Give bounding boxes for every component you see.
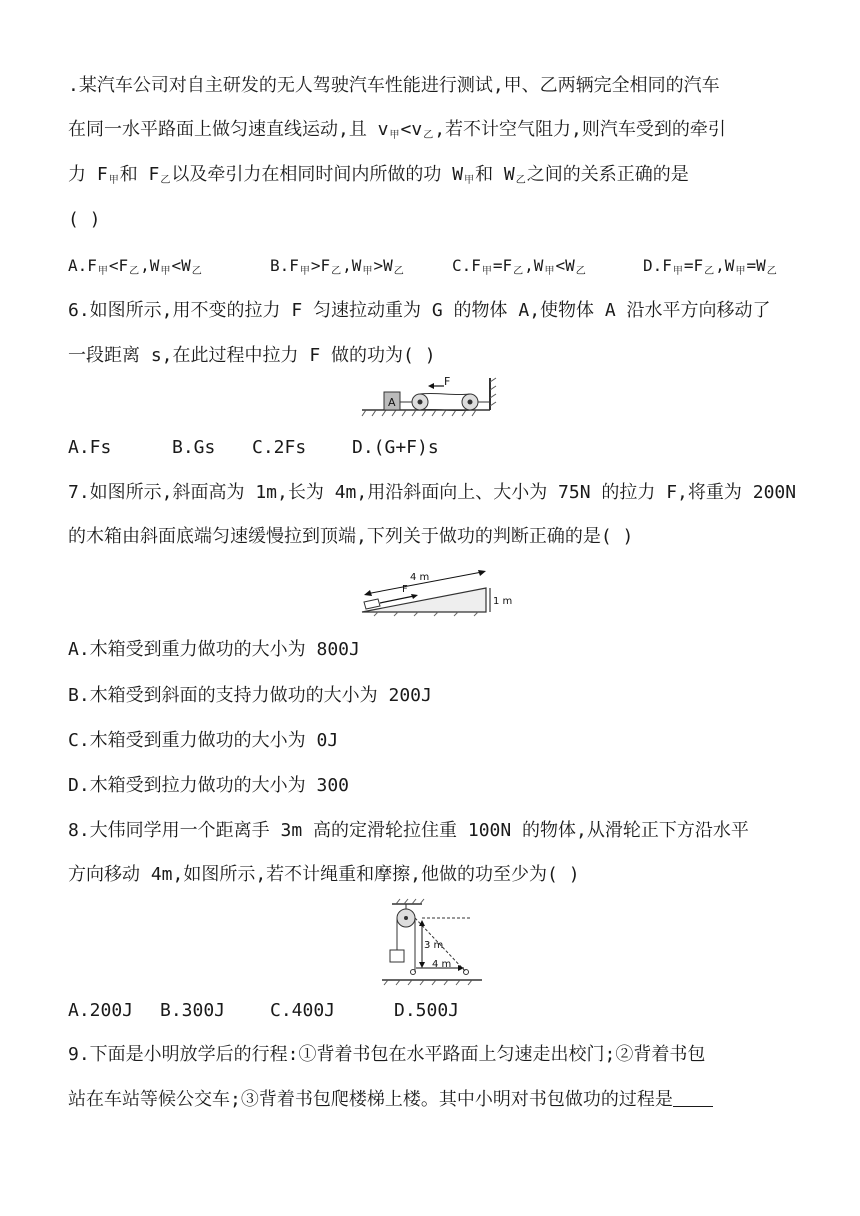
q5-option-d: $D.F_甲=F_乙,W_甲=W_乙$: [643, 256, 777, 277]
q8-option-c: C.400J: [270, 1000, 336, 1021]
q5-answer-bracket: ( ): [68, 209, 101, 230]
q8-pulley-figure: [378, 896, 488, 988]
q6-option-c: C.2Fs: [252, 437, 307, 458]
q8-option-b: B.300J: [160, 1000, 226, 1021]
q6-option-d: D.(G+F)s: [352, 437, 439, 458]
wooden-box: [364, 599, 380, 609]
svg-text:4 m: 4 m: [432, 959, 452, 970]
q8-line-2: 方向移动 4m,如图所示,若不计绳重和摩擦,他做的功至少为( ): [68, 864, 580, 885]
subscript: 甲: [464, 175, 475, 186]
q7-option-c: C.木箱受到重力做功的大小为 0J: [68, 730, 339, 751]
svg-text:A: A: [388, 396, 396, 409]
q6-line-1: 6.如图所示,用不变的拉力 F 匀速拉动重为 G 的物体 A,使物体 A 沿水平方向移动了: [68, 300, 771, 321]
subscript: 甲: [389, 130, 400, 141]
q5-option-c: $C.F_甲=F_乙,W_甲<W_乙$: [452, 256, 586, 277]
q8-line-1: 8.大伟同学用一个距离手 3m 高的定滑轮拉住重 100N 的物体,从滑轮正下方沿水平: [68, 820, 749, 841]
q5-text: 以及牵引力在相同时间内所做的功 W: [171, 164, 464, 185]
q6-pulley-figure: [362, 374, 502, 418]
q5-line-1: .某汽车公司对自主研发的无人驾驶汽车性能进行测试,甲、乙两辆完全相同的汽车: [68, 75, 720, 96]
q9-line-1: 9.下面是小明放学后的行程:①背着书包在水平路面上匀速走出校门;②背着书包: [68, 1044, 706, 1065]
svg-text:4 m: 4 m: [410, 572, 430, 583]
hanging-weight: [390, 950, 404, 962]
q5-text: 和 F: [119, 164, 160, 185]
subscript: 乙: [515, 175, 526, 186]
q9-text: 站在车站等候公交车;③背着书包爬楼梯上楼。其中小明对书包做功的过程是: [68, 1089, 673, 1110]
q5-text: 力 F: [68, 164, 108, 185]
q7-line-2: 的木箱由斜面底端匀速缓慢拉到顶端,下列关于做功的判断正确的是( ): [68, 526, 634, 547]
subscript: 乙: [160, 175, 171, 186]
answer-blank[interactable]: [673, 1088, 713, 1107]
q8-option-a: A.200J: [68, 1000, 134, 1021]
q7-line-1: 7.如图所示,斜面高为 1m,长为 4m,用沿斜面向上、大小为 75N 的拉力 F,将重为 200N: [68, 482, 797, 503]
q5-text: 之间的关系正确的是: [526, 164, 689, 185]
q6-line-2: 一段距离 s,在此过程中拉力 F 做的功为( ): [68, 345, 436, 366]
q8-option-d: D.500J: [394, 1000, 460, 1021]
q7-option-b: B.木箱受到斜面的支持力做功的大小为 200J: [68, 685, 432, 706]
q5-text: 和 W: [475, 164, 515, 185]
q5-line-3: [68, 163, 689, 193]
q5-text: ,若不计空气阻力,则汽车受到的牵引: [434, 119, 726, 140]
q5-option-a: $A.F_甲<F_乙,W_甲<W_乙$: [68, 256, 202, 277]
q6-option-a: A.Fs: [68, 437, 112, 458]
svg-text:F: F: [402, 584, 408, 595]
q5-text: 在同一水平路面上做匀速直线运动,且 v: [68, 119, 389, 140]
q7-option-d: D.木箱受到拉力做功的大小为 300: [68, 775, 350, 796]
subscript: 乙: [423, 130, 434, 141]
q5-text: <v: [400, 119, 423, 140]
q5-line-2: [68, 118, 726, 148]
q7-option-a: A.木箱受到重力做功的大小为 800J: [68, 639, 360, 660]
svg-text:F: F: [444, 375, 451, 388]
q5-option-b: $B.F_甲>F_乙,W_甲>W_乙$: [270, 256, 404, 277]
q6-option-b: B.Gs: [172, 437, 216, 458]
q9-line-2: [68, 1088, 713, 1112]
svg-text:3 m: 3 m: [424, 940, 444, 951]
subscript: 甲: [108, 175, 119, 186]
svg-text:1 m: 1 m: [493, 596, 513, 607]
q7-incline-figure: [358, 558, 513, 618]
